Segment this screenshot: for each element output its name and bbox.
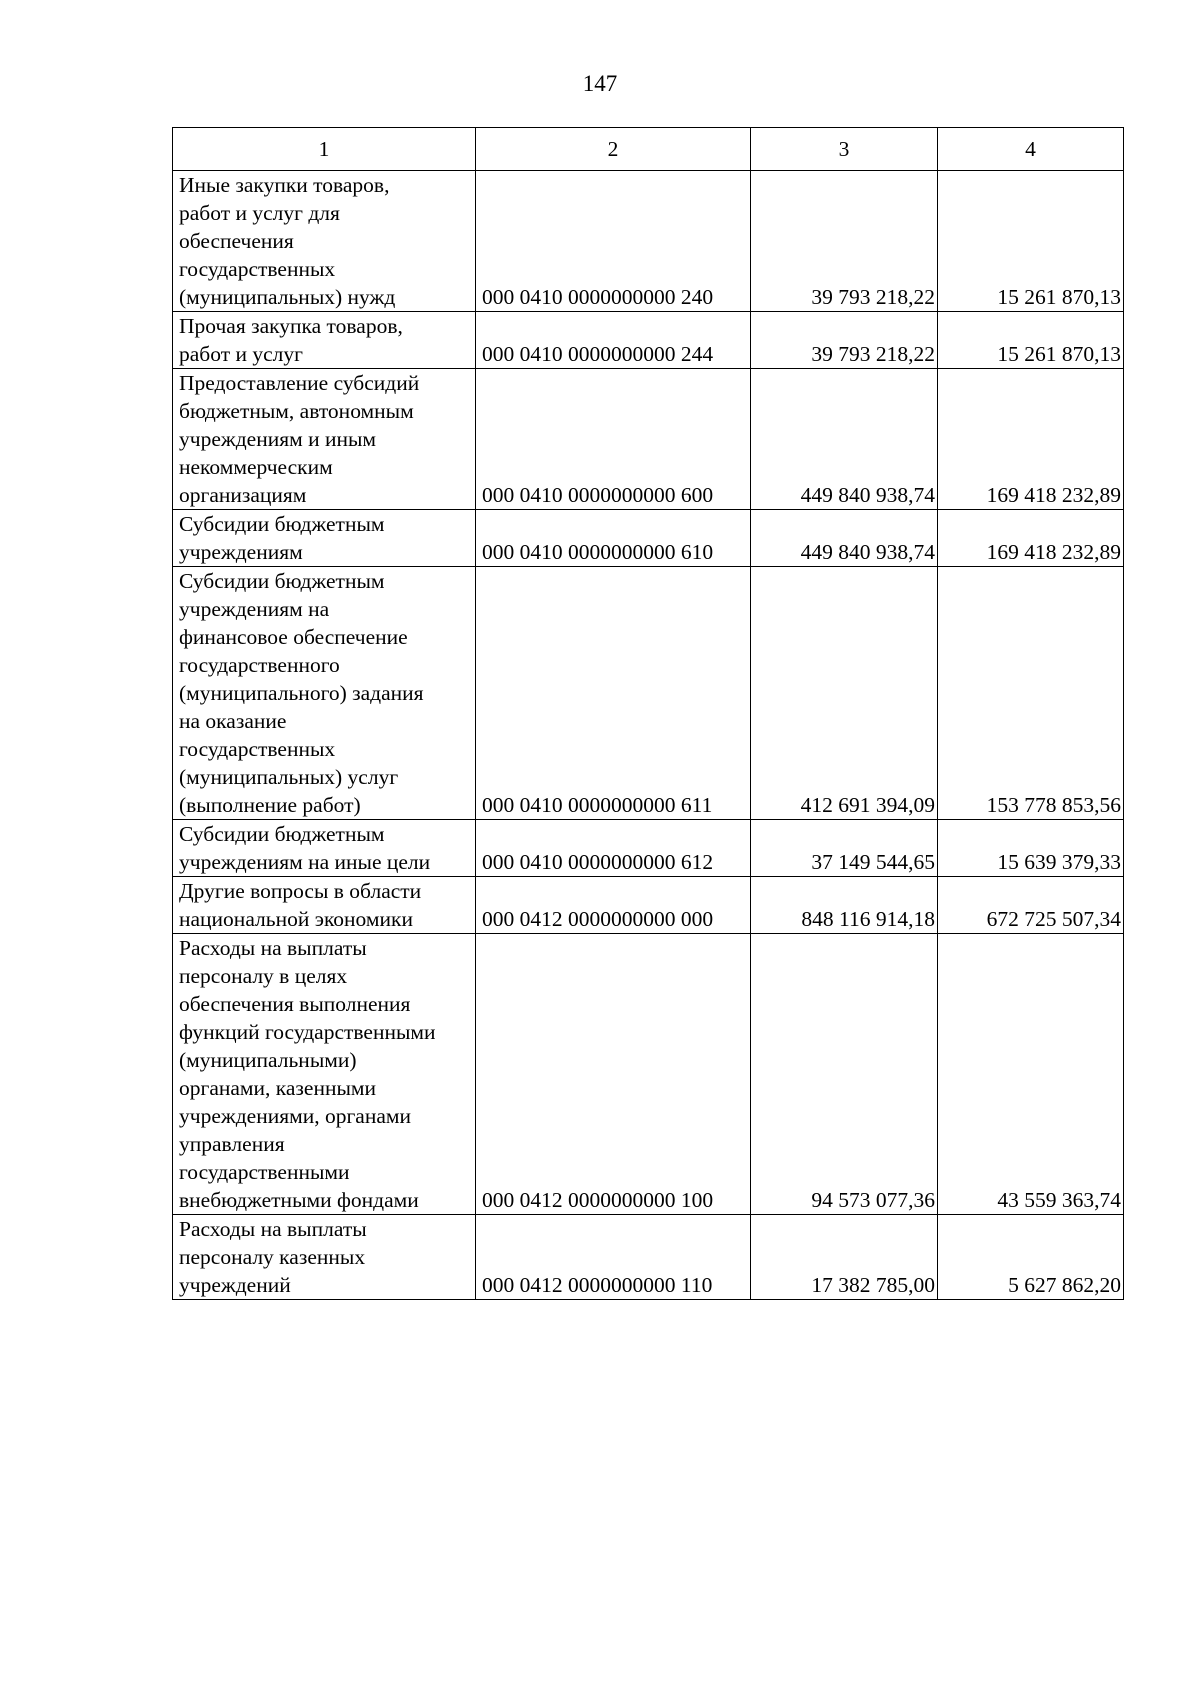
row-name-line: учреждениям на: [179, 597, 330, 621]
table-row: [173, 369, 1124, 510]
row-name-line: на оказание: [179, 709, 287, 733]
row-name-line: национальной экономики: [179, 907, 413, 931]
row-code-cell: 000 0412 0000000000 110: [476, 1215, 751, 1300]
row-name-line: работ и услуг: [179, 342, 303, 366]
row-name-line: Расходы на выплаты: [179, 1217, 367, 1241]
row-name-cell: [173, 820, 476, 877]
row-name-line: работ и услуг для: [179, 201, 340, 225]
row-name-line: Иные закупки товаров,: [179, 173, 390, 197]
row-value-col4: 153 778 853,56: [938, 567, 1124, 820]
table-row: [173, 820, 1124, 877]
row-name-line: учреждениям: [179, 540, 303, 564]
row-code-cell: 000 0410 0000000000 600: [476, 369, 751, 510]
row-name-cell: [173, 1215, 476, 1300]
row-name-line: органами, казенными: [179, 1076, 377, 1100]
row-name-line: государственными: [179, 1160, 350, 1184]
row-code-cell: 000 0410 0000000000 240: [476, 171, 751, 312]
row-name-line: управления: [179, 1132, 285, 1156]
row-name-line: (муниципальных) услуг: [179, 765, 399, 789]
row-code-cell: 000 0410 0000000000 611: [476, 567, 751, 820]
row-value-col4: 169 418 232,89: [938, 510, 1124, 567]
row-name-line: государственных: [179, 257, 336, 281]
row-name-line: финансовое обеспечение: [179, 625, 408, 649]
row-name-line: обеспечения выполнения: [179, 992, 411, 1016]
table-row: [173, 312, 1124, 369]
row-value-col4: 672 725 507,34: [938, 877, 1124, 934]
row-name-line: Субсидии бюджетным: [179, 512, 385, 536]
row-value-col3: 37 149 544,65: [751, 820, 938, 877]
row-name-cell: [173, 171, 476, 312]
table-row: [173, 877, 1124, 934]
table-header-row: [173, 128, 1124, 171]
row-code-cell: 000 0410 0000000000 612: [476, 820, 751, 877]
row-value-col4: 15 639 379,33: [938, 820, 1124, 877]
row-value-col4: 169 418 232,89: [938, 369, 1124, 510]
row-name-cell: [173, 312, 476, 369]
row-name-cell: [173, 510, 476, 567]
column-header-3: 3: [751, 128, 938, 171]
table-row: [173, 171, 1124, 312]
row-name-line: Субсидии бюджетным: [179, 822, 385, 846]
row-code-cell: 000 0412 0000000000 100: [476, 934, 751, 1215]
row-value-col3: 39 793 218,22: [751, 312, 938, 369]
row-value-col4: 5 627 862,20: [938, 1215, 1124, 1300]
row-name-line: Другие вопросы в области: [179, 879, 422, 903]
row-value-col3: 412 691 394,09: [751, 567, 938, 820]
row-name-line: (муниципальных) нужд: [179, 285, 396, 309]
budget-table: [172, 127, 1124, 1300]
row-name-cell: [173, 369, 476, 510]
row-name-line: учреждениями, органами: [179, 1104, 411, 1128]
row-name-line: государственных: [179, 737, 336, 761]
row-name-line: Расходы на выплаты: [179, 936, 367, 960]
row-name-cell: [173, 567, 476, 820]
table-row: [173, 1215, 1124, 1300]
row-name-line: некоммерческим: [179, 455, 333, 479]
row-code-cell: 000 0410 0000000000 244: [476, 312, 751, 369]
row-value-col4: 15 261 870,13: [938, 312, 1124, 369]
row-name-line: учреждениям и иным: [179, 427, 377, 451]
row-name-line: организациям: [179, 483, 307, 507]
row-value-col3: 449 840 938,74: [751, 510, 938, 567]
column-header-4: 4: [938, 128, 1124, 171]
row-code-cell: 000 0410 0000000000 610: [476, 510, 751, 567]
row-code-cell: 000 0412 0000000000 000: [476, 877, 751, 934]
row-name-line: государственного: [179, 653, 340, 677]
column-header-1: 1: [173, 128, 476, 171]
row-value-col4: 15 261 870,13: [938, 171, 1124, 312]
row-value-col3: 17 382 785,00: [751, 1215, 938, 1300]
row-name-line: учреждений: [179, 1273, 291, 1297]
row-name-line: персоналу казенных: [179, 1245, 366, 1269]
row-value-col3: 848 116 914,18: [751, 877, 938, 934]
row-name-line: учреждениям на иные цели: [179, 850, 431, 874]
row-value-col3: 39 793 218,22: [751, 171, 938, 312]
row-value-col3: 449 840 938,74: [751, 369, 938, 510]
row-value-col3: 94 573 077,36: [751, 934, 938, 1215]
table-row: [173, 510, 1124, 567]
table-row: [173, 567, 1124, 820]
row-name-line: внебюджетными фондами: [179, 1188, 419, 1212]
row-name-line: (выполнение работ): [179, 793, 361, 817]
row-name-line: бюджетным, автономным: [179, 399, 414, 423]
page-number: 147: [582, 71, 618, 96]
row-name-line: персоналу в целях: [179, 964, 348, 988]
row-name-line: функций государственными: [179, 1020, 436, 1044]
row-name-line: Прочая закупка товаров,: [179, 314, 403, 338]
row-name-cell: [173, 934, 476, 1215]
row-name-line: обеспечения: [179, 229, 294, 253]
row-value-col4: 43 559 363,74: [938, 934, 1124, 1215]
row-name-cell: [173, 877, 476, 934]
row-name-line: (муниципальными): [179, 1048, 357, 1072]
row-name-line: Субсидии бюджетным: [179, 569, 385, 593]
table-row: [173, 934, 1124, 1215]
row-name-line: (муниципального) задания: [179, 681, 424, 705]
row-name-line: Предоставление субсидий: [179, 371, 420, 395]
column-header-2: 2: [476, 128, 751, 171]
